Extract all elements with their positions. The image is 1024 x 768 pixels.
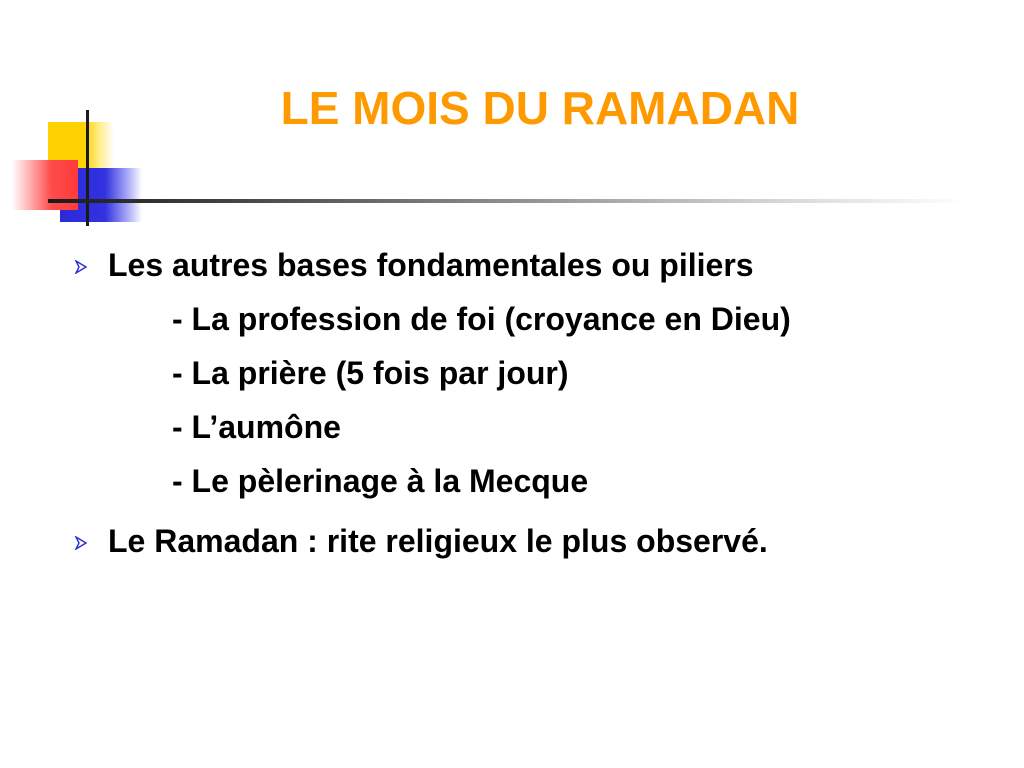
title-underline-rule — [48, 199, 968, 203]
slide-body — [108, 244, 968, 562]
bullet-item — [108, 520, 968, 562]
chevron-arrow-bullet-icon — [74, 260, 88, 274]
sub-item: - La profession de foi (croyance en Dieu) — [172, 301, 791, 337]
chevron-arrow-bullet-icon — [74, 536, 88, 550]
sub-item: - L’aumône — [172, 409, 341, 445]
bullet-text: Les autres bases fondamentales ou piliers — [108, 247, 754, 283]
sub-item: - Le pèlerinage à la Mecque — [172, 463, 589, 499]
vertical-rule — [86, 110, 89, 226]
bullet-item — [108, 244, 968, 286]
sub-item: - La prière (5 fois par jour) — [172, 355, 569, 391]
bullet-text: Le Ramadan : rite religieux le plus observé. — [108, 523, 768, 559]
slide-title: LE MOIS DU RAMADAN — [280, 82, 800, 134]
